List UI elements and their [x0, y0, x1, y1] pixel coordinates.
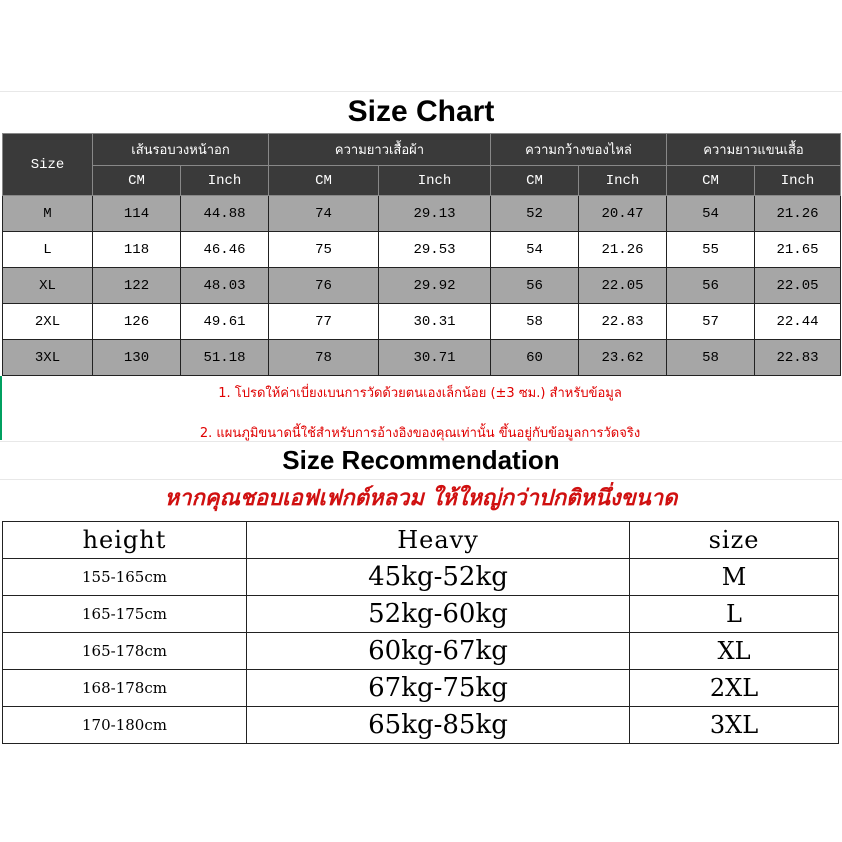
size-cell: L: [3, 232, 93, 268]
group-header: ความยาวแขนเสื้อ: [667, 134, 841, 166]
weight-cell: 65kg-85kg: [247, 707, 630, 744]
value-cell: 56: [491, 268, 579, 304]
recommendation-title: Size Recommendation: [282, 445, 560, 475]
size-chart-table: [2, 133, 841, 376]
size-header: size: [630, 522, 839, 559]
table-row: [3, 633, 839, 670]
size-cell: M: [630, 559, 839, 596]
table-row: [3, 268, 841, 304]
height-cell: 155-165cm: [3, 559, 247, 596]
table-row: [3, 340, 841, 376]
note-1: 1. โปรดให้ค่าเบี่ยงเบนการวัดด้วยตนเองเล็กน้อย (±3 ซม.) สำหรับข้อมูล: [218, 386, 622, 401]
value-cell: 58: [491, 304, 579, 340]
value-cell: 44.88: [181, 196, 269, 232]
value-cell: 46.46: [181, 232, 269, 268]
value-cell: 75: [269, 232, 379, 268]
weight-cell: 67kg-75kg: [247, 670, 630, 707]
value-cell: 48.03: [181, 268, 269, 304]
value-cell: 118: [93, 232, 181, 268]
unit-header: CM: [491, 166, 579, 196]
size-cell: 3XL: [3, 340, 93, 376]
value-cell: 60: [491, 340, 579, 376]
value-cell: 130: [93, 340, 181, 376]
table-row: [3, 232, 841, 268]
fit-tip: หากคุณชอบเอฟเฟกต์หลวม ให้ใหญ่กว่าปกติหนึ่งขนาด: [164, 486, 678, 511]
value-cell: 55: [667, 232, 755, 268]
weight-cell: 45kg-52kg: [247, 559, 630, 596]
header-row: [3, 522, 839, 559]
value-cell: 30.31: [379, 304, 491, 340]
value-cell: 76: [269, 268, 379, 304]
height-cell: 165-175cm: [3, 596, 247, 633]
value-cell: 77: [269, 304, 379, 340]
table-row: [3, 596, 839, 633]
value-cell: 21.26: [755, 196, 841, 232]
value-cell: 22.05: [755, 268, 841, 304]
value-cell: 30.71: [379, 340, 491, 376]
size-cell: 3XL: [630, 707, 839, 744]
value-cell: 22.83: [755, 340, 841, 376]
value-cell: 29.53: [379, 232, 491, 268]
value-cell: 52: [491, 196, 579, 232]
recommendation-table: [2, 521, 839, 744]
value-cell: 74: [269, 196, 379, 232]
unit-header: Inch: [579, 166, 667, 196]
value-cell: 22.44: [755, 304, 841, 340]
size-cell: 2XL: [630, 670, 839, 707]
height-cell: 165-178cm: [3, 633, 247, 670]
group-header: ความกว้างของไหล่: [491, 134, 667, 166]
value-cell: 49.61: [181, 304, 269, 340]
height-cell: 168-178cm: [3, 670, 247, 707]
unit-header: CM: [93, 166, 181, 196]
unit-header: CM: [269, 166, 379, 196]
size-cell: L: [630, 596, 839, 633]
value-cell: 56: [667, 268, 755, 304]
value-cell: 22.83: [579, 304, 667, 340]
value-cell: 54: [491, 232, 579, 268]
size-chart-title: Size Chart: [347, 95, 495, 128]
value-cell: 20.47: [579, 196, 667, 232]
group-header: เส้นรอบวงหน้าอก: [93, 134, 269, 166]
height-header: height: [3, 522, 247, 559]
size-cell: M: [3, 196, 93, 232]
size-cell: XL: [3, 268, 93, 304]
value-cell: 29.92: [379, 268, 491, 304]
weight-cell: 52kg-60kg: [247, 596, 630, 633]
table-row: [3, 304, 841, 340]
weight-header: Heavy: [247, 522, 630, 559]
value-cell: 51.18: [181, 340, 269, 376]
value-cell: 114: [93, 196, 181, 232]
table-row: [3, 670, 839, 707]
group-header: ความยาวเสื้อผ้า: [269, 134, 491, 166]
notes: [2, 376, 838, 440]
size-cell: XL: [630, 633, 839, 670]
note-2: 2. แผนภูมิขนาดนี้ใช้สำหรับการอ้างอิงของคุณเท่านั้น ขึ้นอยู่กับข้อมูลการวัดจริง: [199, 426, 641, 441]
value-cell: 57: [667, 304, 755, 340]
size-header: Size: [3, 134, 93, 196]
table-row: [3, 196, 841, 232]
unit-header: Inch: [379, 166, 491, 196]
unit-header: Inch: [181, 166, 269, 196]
value-cell: 54: [667, 196, 755, 232]
value-cell: 78: [269, 340, 379, 376]
unit-header: Inch: [755, 166, 841, 196]
value-cell: 22.05: [579, 268, 667, 304]
value-cell: 21.65: [755, 232, 841, 268]
value-cell: 122: [93, 268, 181, 304]
table-row: [3, 559, 839, 596]
value-cell: 126: [93, 304, 181, 340]
value-cell: 23.62: [579, 340, 667, 376]
weight-cell: 60kg-67kg: [247, 633, 630, 670]
unit-header: CM: [667, 166, 755, 196]
value-cell: 21.26: [579, 232, 667, 268]
size-cell: 2XL: [3, 304, 93, 340]
value-cell: 58: [667, 340, 755, 376]
height-cell: 170-180cm: [3, 707, 247, 744]
value-cell: 29.13: [379, 196, 491, 232]
table-row: [3, 707, 839, 744]
